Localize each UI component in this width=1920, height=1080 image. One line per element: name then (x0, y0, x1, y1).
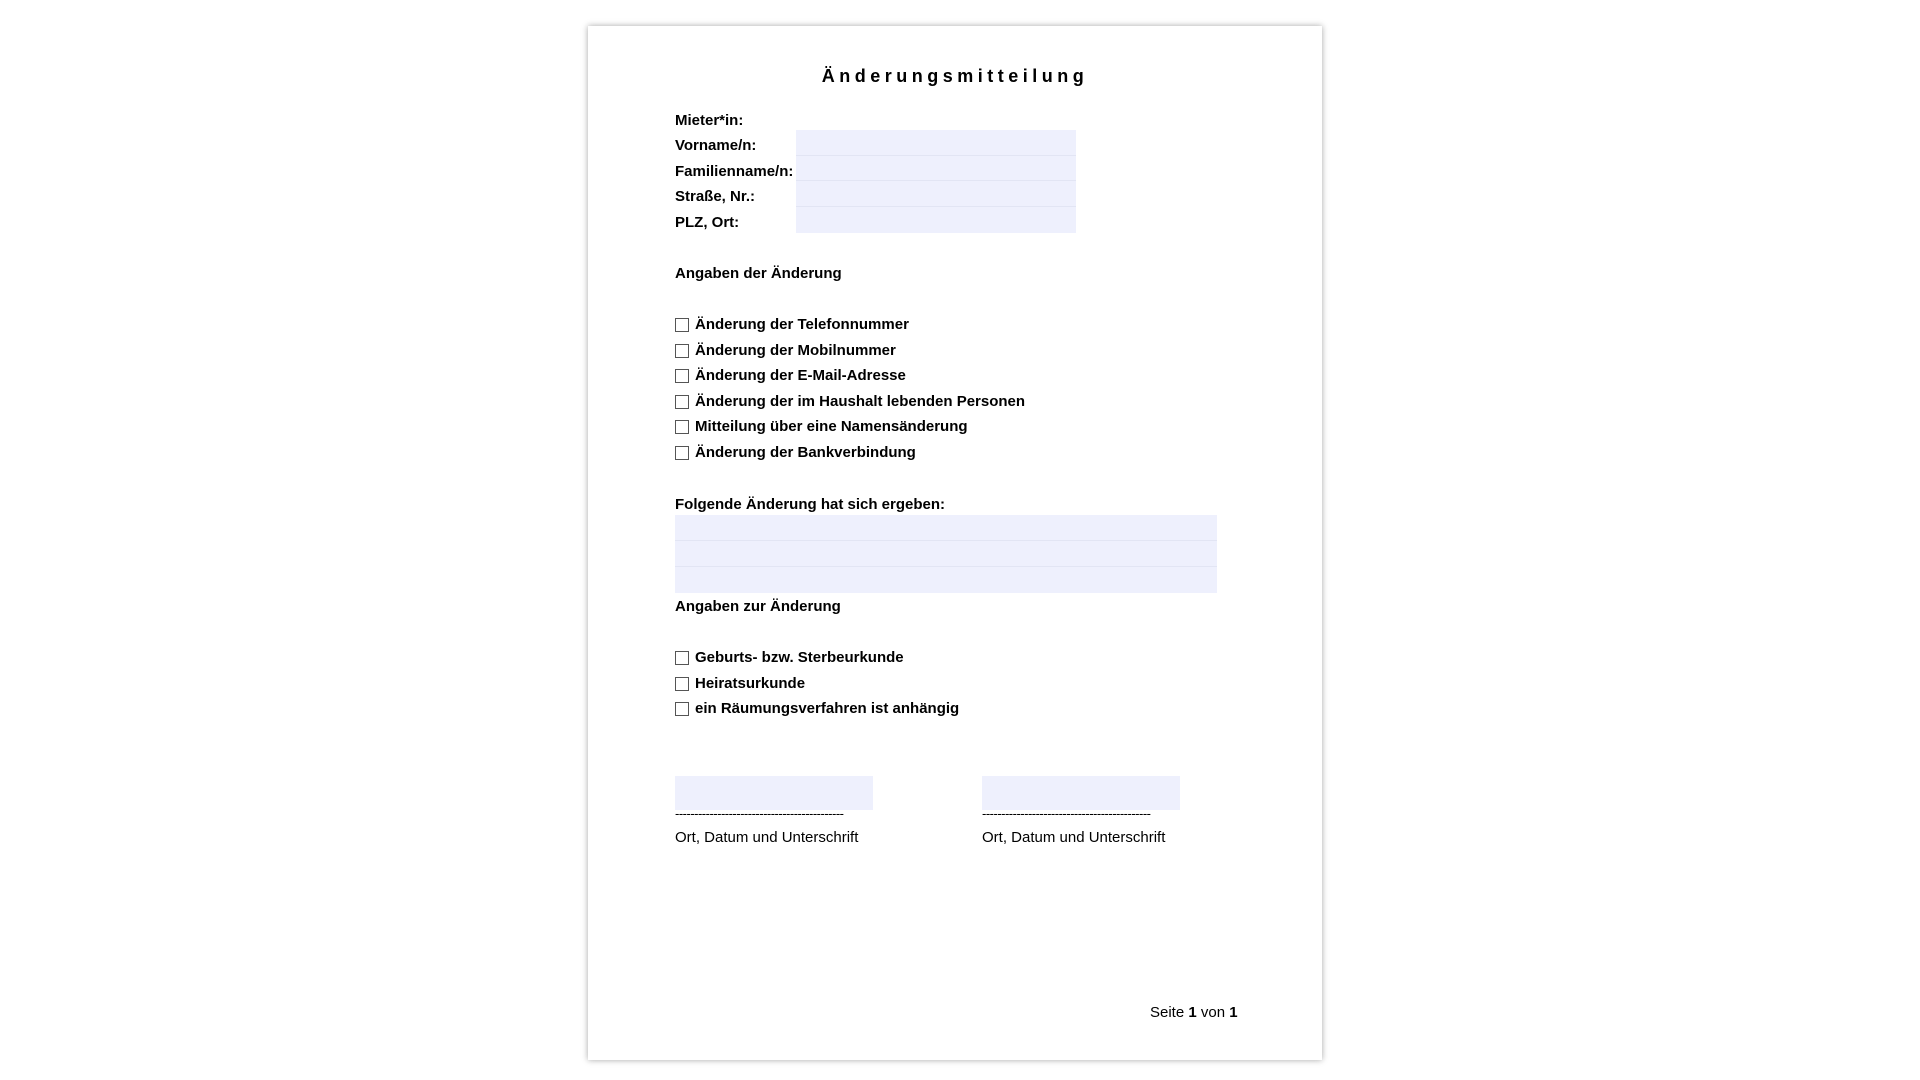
checkbox[interactable] (675, 318, 689, 332)
signature-line-left: -------------------------------------------- (675, 807, 844, 821)
first-name-field[interactable] (796, 130, 1076, 156)
detail-option-certificate[interactable] (675, 649, 904, 667)
option-label: Änderung der Telefonnummer (695, 316, 909, 333)
street-label: Straße, Nr.: (675, 188, 756, 205)
document-page (588, 26, 1322, 1060)
last-name-label: Familienname/n: (675, 163, 794, 180)
checkbox[interactable] (675, 677, 689, 691)
signature-field-left[interactable] (675, 776, 873, 810)
document-title: Änderungsmitteilung (821, 66, 1089, 86)
checkbox[interactable] (675, 420, 689, 434)
result-heading: Folgende Änderung hat sich ergeben: (675, 496, 946, 513)
checkbox[interactable] (675, 446, 689, 460)
option-label: Änderung der Bankverbindung (695, 444, 916, 461)
last-name-field[interactable] (796, 156, 1076, 181)
zip-city-label: PLZ, Ort: (675, 214, 740, 231)
first-name-label: Vorname/n: (675, 137, 757, 154)
changes-heading: Angaben der Änderung (675, 265, 842, 282)
checkbox[interactable] (675, 395, 689, 409)
signature-line-right: -------------------------------------------- (982, 807, 1151, 821)
change-option-bank[interactable] (675, 444, 916, 462)
street-field[interactable] (796, 181, 1076, 207)
change-option-name[interactable] (675, 418, 968, 436)
option-label: Geburts- bzw. Sterbeurkunde (695, 649, 904, 666)
option-label: ein Räumungsverfahren ist anhängig (695, 700, 960, 717)
page-prefix: Seite (1150, 1004, 1185, 1021)
signature-label-right: Ort, Datum und Unterschrift (982, 829, 1166, 846)
change-option-household[interactable] (675, 393, 1025, 411)
page-middle: von (1200, 1004, 1226, 1021)
option-label: Mitteilung über eine Namensänderung (695, 418, 968, 435)
signature-field-right[interactable] (982, 776, 1180, 810)
tenant-heading: Mieter*in: (675, 112, 744, 129)
result-line-3[interactable] (675, 567, 1217, 593)
checkbox[interactable] (675, 702, 689, 716)
page-current: 1 (1188, 1004, 1197, 1021)
page-number (1150, 1004, 1238, 1022)
option-label: Änderung der im Haushalt lebenden Personen (695, 393, 1026, 410)
checkbox[interactable] (675, 369, 689, 383)
checkbox[interactable] (675, 651, 689, 665)
change-option-phone[interactable] (675, 316, 909, 334)
option-label: Heiratsurkunde (695, 675, 806, 692)
result-line-1[interactable] (675, 515, 1217, 541)
detail-option-eviction[interactable] (675, 700, 959, 718)
change-option-email[interactable] (675, 367, 906, 385)
result-line-2[interactable] (675, 541, 1217, 567)
change-option-mobile[interactable] (675, 342, 896, 360)
option-label: Änderung der E-Mail-Adresse (695, 367, 906, 384)
details-heading: Angaben zur Änderung (675, 598, 841, 615)
option-label: Änderung der Mobilnummer (695, 342, 896, 359)
checkbox[interactable] (675, 344, 689, 358)
zip-city-field[interactable] (796, 207, 1076, 233)
page-total: 1 (1229, 1004, 1238, 1021)
signature-label-left: Ort, Datum und Unterschrift (675, 829, 859, 846)
detail-option-marriage[interactable] (675, 675, 805, 693)
